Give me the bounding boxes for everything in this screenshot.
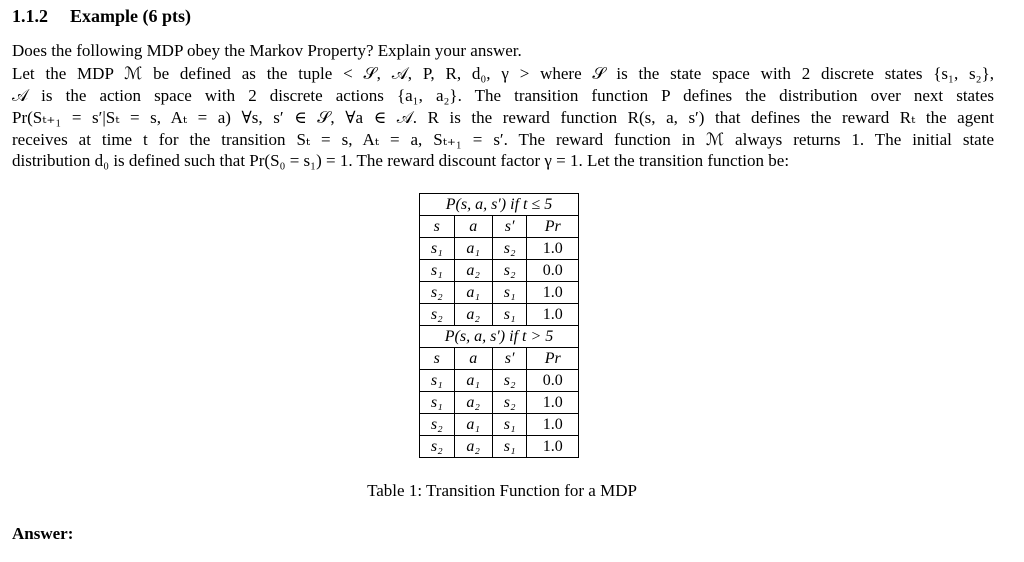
paragraph-line: receives at time t for the transition Sₜ = s, Aₜ = a, Sₜ₊₁ = s′. The reward function in ℳ always returns 1. The initial state bbox=[12, 130, 994, 149]
section-heading bbox=[12, 6, 191, 27]
cell-pr: 1.0 bbox=[527, 238, 579, 260]
cell-s-prime: s₁ bbox=[492, 414, 527, 436]
section-header-t-le-5: P(s, a, s′) if t ≤ 5 bbox=[420, 194, 579, 216]
cell-s: s₁ bbox=[420, 260, 455, 282]
cell-s: s₂ bbox=[420, 282, 455, 304]
cell-a: a₂ bbox=[454, 392, 492, 414]
column-header: Pr bbox=[527, 216, 579, 238]
cell-s: s₁ bbox=[420, 370, 455, 392]
cell-s: s₂ bbox=[420, 436, 455, 458]
cell-s-prime: s₂ bbox=[492, 370, 527, 392]
column-header: a bbox=[454, 216, 492, 238]
table-row bbox=[420, 414, 579, 436]
paragraph-line: Pr(Sₜ₊₁ = s′|Sₜ = s, Aₜ = a) ∀s, s′ ∈ 𝒮, ∀a ∈ 𝒜. R is the reward function R(s, a, s′) that defines the reward Rₜ the agent bbox=[12, 108, 994, 127]
cell-s-prime: s₂ bbox=[492, 260, 527, 282]
column-header: s bbox=[420, 348, 455, 370]
paragraph-line: distribution d₀ is defined such that Pr(S₀ = s₁) = 1. The reward discount factor γ = 1. Let the transition function be: bbox=[12, 151, 790, 170]
column-header: s bbox=[420, 216, 455, 238]
column-header: s′ bbox=[492, 348, 527, 370]
cell-a: a₁ bbox=[454, 282, 492, 304]
table-row bbox=[420, 392, 579, 414]
cell-a: a₂ bbox=[454, 260, 492, 282]
cell-pr: 1.0 bbox=[527, 282, 579, 304]
table-row bbox=[420, 282, 579, 304]
table-caption: Table 1: Transition Function for a MDP bbox=[367, 481, 637, 500]
cell-a: a₁ bbox=[454, 414, 492, 436]
answer-label: Answer: bbox=[12, 524, 74, 543]
table-column-header-row bbox=[420, 348, 579, 370]
table-row bbox=[420, 436, 579, 458]
cell-s: s₁ bbox=[420, 392, 455, 414]
paragraph-line: Let the MDP ℳ be defined as the tuple < 𝒮, 𝒜, P, R, d₀, γ > where 𝒮 is the state space with 2 discrete states {s₁, s₂}, bbox=[12, 64, 994, 83]
table-row bbox=[420, 370, 579, 392]
section-header-t-gt-5: P(s, a, s′) if t > 5 bbox=[420, 326, 579, 348]
column-header: a bbox=[454, 348, 492, 370]
table-section-header-row bbox=[420, 326, 579, 348]
cell-pr: 1.0 bbox=[527, 414, 579, 436]
section-title: Example (6 pts) bbox=[70, 6, 191, 26]
cell-a: a₂ bbox=[454, 304, 492, 326]
cell-pr: 0.0 bbox=[527, 260, 579, 282]
cell-pr: 0.0 bbox=[527, 370, 579, 392]
cell-s-prime: s₁ bbox=[492, 436, 527, 458]
cell-s-prime: s₁ bbox=[492, 304, 527, 326]
cell-s-prime: s₁ bbox=[492, 282, 527, 304]
table-column-header-row bbox=[420, 216, 579, 238]
transition-table bbox=[419, 193, 579, 458]
paragraph-line: 𝒜 is the action space with 2 discrete actions {a₁, a₂}. The transition function P defines the distribution over next states bbox=[12, 86, 994, 105]
section-number: 1.1.2 bbox=[12, 6, 48, 26]
cell-s-prime: s₂ bbox=[492, 238, 527, 260]
table-section-header-row bbox=[420, 194, 579, 216]
cell-pr: 1.0 bbox=[527, 436, 579, 458]
table-row bbox=[420, 238, 579, 260]
cell-s: s₁ bbox=[420, 238, 455, 260]
cell-a: a₂ bbox=[454, 436, 492, 458]
cell-s: s₂ bbox=[420, 304, 455, 326]
column-header: Pr bbox=[527, 348, 579, 370]
question-text: Does the following MDP obey the Markov Property? Explain your answer. bbox=[12, 41, 522, 60]
cell-a: a₁ bbox=[454, 238, 492, 260]
cell-a: a₁ bbox=[454, 370, 492, 392]
table-row bbox=[420, 304, 579, 326]
cell-pr: 1.0 bbox=[527, 392, 579, 414]
table-row bbox=[420, 260, 579, 282]
cell-s-prime: s₂ bbox=[492, 392, 527, 414]
column-header: s′ bbox=[492, 216, 527, 238]
cell-s: s₂ bbox=[420, 414, 455, 436]
cell-pr: 1.0 bbox=[527, 304, 579, 326]
